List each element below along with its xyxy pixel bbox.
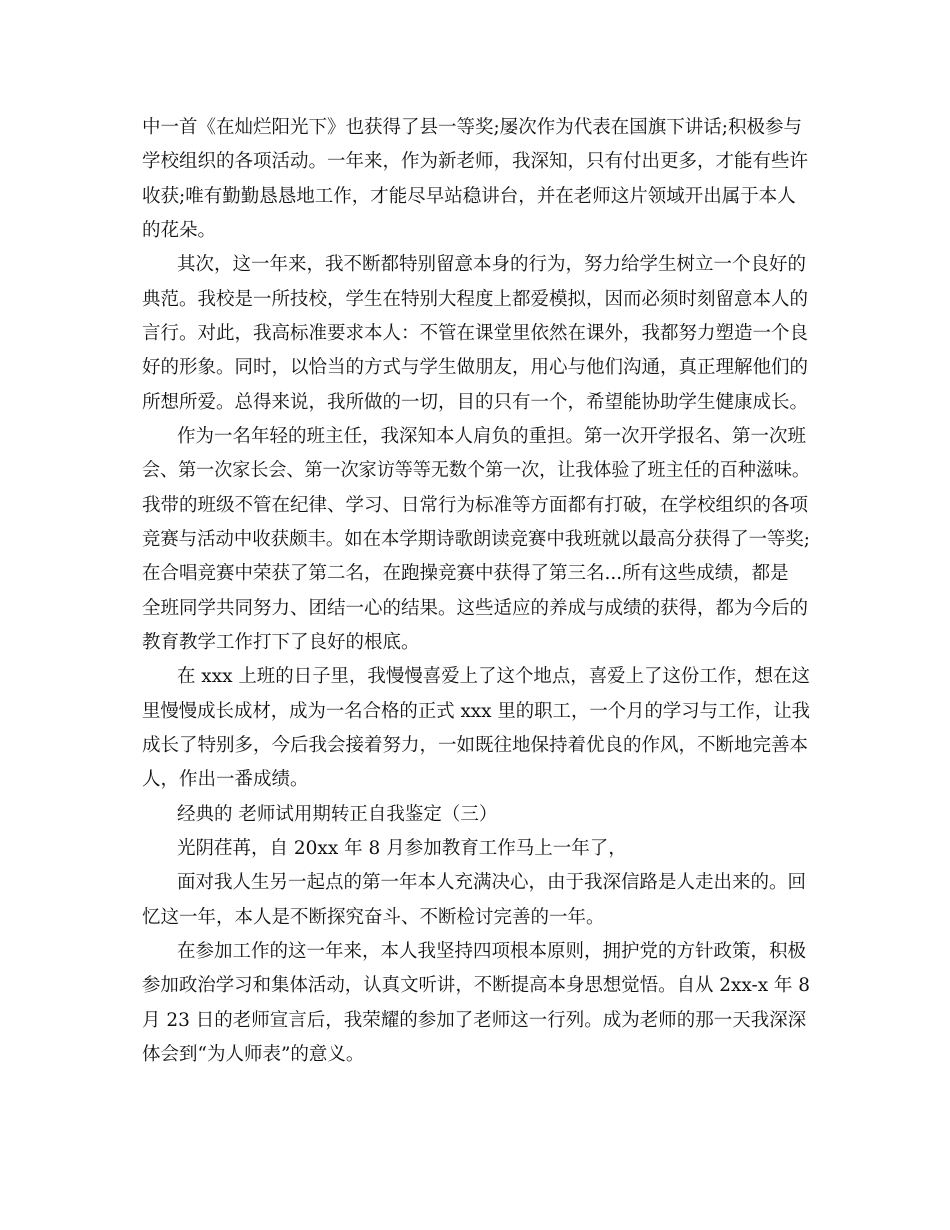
section-heading-text: 经典的 老师试用期转正自我鉴定（三） [177,804,498,825]
text-line [0,731,950,761]
text-line [0,285,950,315]
text-line [0,319,950,349]
line-text: 里慢慢成长成材，成为一名合格的正式 xxx 里的职工，一个月的学习与工作，让我 [142,701,810,722]
text-line [0,765,950,795]
line-text: 面对我人生另一起点的第一年本人充满决心，由于我深信路是人走出来的。回 [177,872,807,893]
line-text: 收获;唯有勤勤恳恳地工作，才能尽早站稳讲台，并在老师这片领域开出属于本人 [142,186,796,207]
text-line [0,971,950,1001]
text-line [0,868,950,898]
text-line [0,388,950,418]
text-line [0,182,950,212]
line-text: 作为一名年轻的班主任，我深知本人肩负的重担。第一次开学报名、第一次班 [177,426,807,447]
text-line [0,250,950,280]
text-line [0,456,950,486]
text-line [0,422,950,452]
text-line [0,147,950,177]
text-line [0,1006,950,1036]
line-text: 好的形象。同时，以恰当的方式与学生做朋友，用心与他们沟通，真正理解他们的 [142,357,809,378]
line-text: 参加政治学习和集体活动，认真文听讲，不断提高本身思想觉悟。自从 2xx-x 年 8 [142,975,810,996]
text-line [0,662,950,692]
line-text: 教育教学工作打下了良好的根底。 [142,632,420,653]
line-text: 忆这一年，本人是不断探究奋斗、不断检讨完善的一年。 [142,907,605,928]
text-line [0,353,950,383]
text-line [0,834,950,864]
text-line [0,903,950,933]
text-line [0,937,950,967]
section-heading [0,800,950,830]
line-text: 我带的班级不管在纪律、学习、日常行为标准等方面都有打破，在学校组织的各项 [142,495,809,516]
line-text: 光阴荏苒，自 20xx 年 8 月参加教育工作马上一年了， [177,838,627,859]
line-text: 成长了特别多，今后我会接着努力，一如既往地保持着优良的作风，不断地完善本 [142,735,809,756]
line-text: 言行。对此，我高标准要求本人：不管在课堂里依然在课外，我都努力塑造一个良 [142,323,809,344]
text-line [0,559,950,589]
text-line [0,525,950,555]
line-text: 竞赛与活动中收获颇丰。如在本学期诗歌朗读竞赛中我班就以最高分获得了一等奖; [142,529,810,550]
text-line [0,1040,950,1070]
line-text: 其次，这一年来，我不断都特别留意本身的行为，努力给学生树立一个良好的 [177,254,807,275]
text-line [0,216,950,246]
line-text: 所想所爱。总得来说，我所做的一切，目的只有一个，希望能协助学生健康成长。 [142,392,809,413]
line-text: 在合唱竞赛中荣获了第二名，在跑操竞赛中获得了第三名...所有这些成绩，都是 [142,563,789,584]
text-line [0,697,950,727]
text-line [0,491,950,521]
line-text: 在参加工作的这一年来，本人我坚持四项根本原则，拥护党的方针政策，积极 [177,941,807,962]
line-text: 会、第一次家长会、第一次家访等等无数个第一次，让我体验了班主任的百种滋味。 [142,460,810,481]
line-text: 中一首《在灿烂阳光下》也获得了县一等奖;屡次作为代表在国旗下讲话;积极参与 [142,117,802,138]
line-text: 学校组织的各项活动。一年来，作为新老师，我深知，只有付出更多，才能有些许 [142,151,809,172]
line-text: 月 23 日的老师宣言后，我荣耀的参加了老师这一行列。成为老师的那一天我深深 [142,1010,807,1031]
text-line [0,628,950,658]
line-text: 的花朵。 [142,220,217,241]
line-text: 典范。我校是一所技校，学生在特别大程度上都爱模拟，因而必须时刻留意本人的 [142,289,809,310]
text-line [0,113,950,143]
line-text: 人，作出一番成绩。 [142,769,309,790]
line-text: 在 xxx 上班的日子里，我慢慢喜爱上了这个地点，喜爱上了这份工作，想在这 [177,666,810,687]
line-text: 全班同学共同努力、团结一心的结果。这些适应的养成与成绩的获得，都为今后的 [142,598,809,619]
text-line [0,594,950,624]
line-text: 体会到“为人师表”的意义。 [142,1044,365,1065]
